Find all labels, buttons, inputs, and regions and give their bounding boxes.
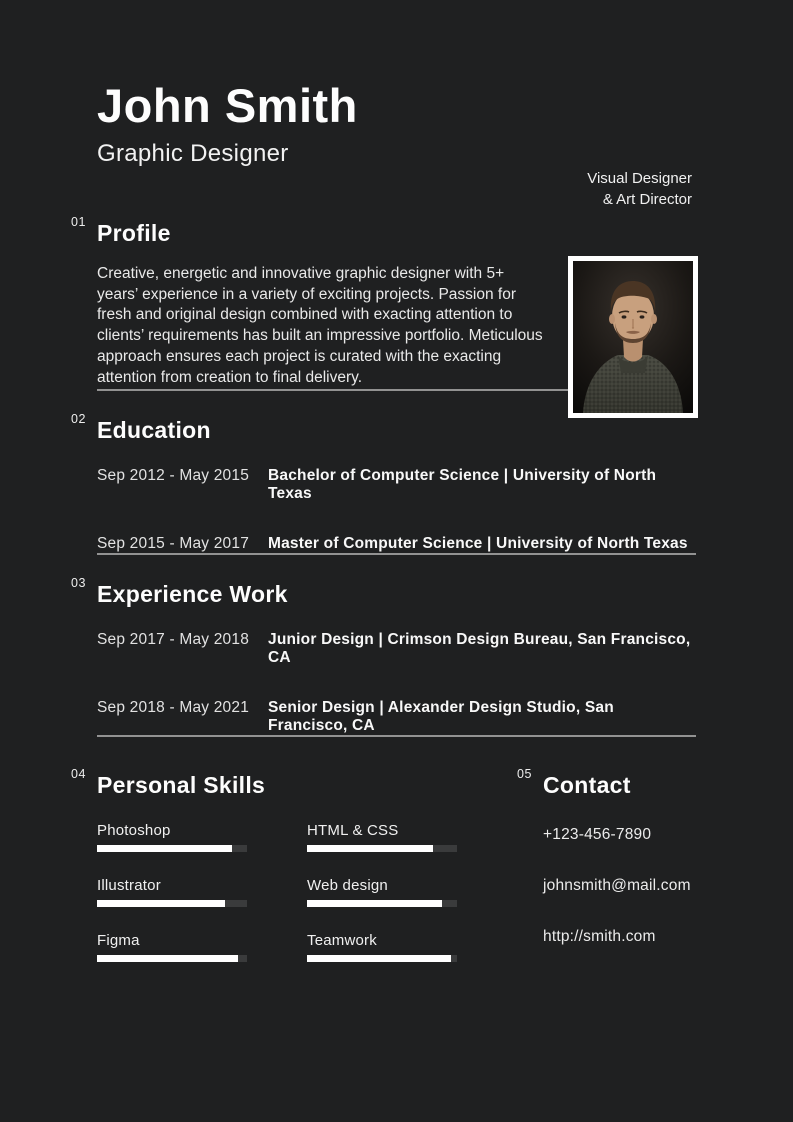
contact-items [543,826,696,946]
skill-bar-fill [97,845,232,852]
contact-section-number: 05 [517,767,532,782]
skill-bar-track [307,900,457,907]
education-section-number: 02 [71,412,86,427]
portrait-photo [568,256,698,418]
experience-dates: Sep 2017 - May 2018 [97,631,250,649]
education-rows [97,467,696,553]
section-experience [71,576,696,735]
experience-detail: Senior Design | Alexander Design Studio, San Francisco, CA [268,699,614,735]
section-contact [517,767,696,987]
experience-row [97,631,696,667]
skill-bar-fill [307,845,433,852]
skill-item [307,822,457,852]
skill-item [307,877,457,907]
experience-section-number: 03 [71,576,86,591]
skill-item [97,877,247,907]
experience-heading-label: Experience Work [97,581,288,608]
contact-item: johnsmith@mail.com [543,877,691,895]
section-skills [71,767,543,987]
skill-bar-fill [97,900,225,907]
skill-item [307,932,457,962]
education-dates: Sep 2015 - May 2017 [97,535,250,553]
skills-column-left [97,822,247,987]
education-detail: Bachelor of Computer Science | University of North Texas [268,467,657,503]
education-row [97,535,696,553]
education-detail: Master of Computer Science | University of North Texas [268,535,688,553]
skill-label: Web design [307,877,388,895]
skill-bar-track [307,845,457,852]
skills-heading [71,767,543,799]
divider [97,735,696,737]
skill-label: Teamwork [307,932,377,950]
skill-bar-track [97,900,247,907]
skills-column-right [307,822,457,987]
resume-header [97,79,696,208]
skills-columns [97,822,457,987]
skill-item [97,932,247,962]
contact-heading [517,767,696,799]
profile-body-text: Creative, energetic and innovative graphic designer with 5+ years’ experience in a variety of exciting projects. Passion for fresh and original design combined with exacting attention to clients’ requirements has built an impressive portfolio. Meticulous approach ensures each project is curated with the exacting attention from creation to final delivery. [97,264,543,387]
person-tagline [587,168,692,210]
skills-heading-label: Personal Skills [97,772,266,799]
skill-label: HTML & CSS [307,822,399,840]
skill-item [97,822,247,852]
education-heading-label: Education [97,417,211,444]
skill-label: Photoshop [97,822,171,840]
skill-bar-fill [97,955,238,962]
skills-section-number: 04 [71,767,86,782]
person-name: John Smith [97,79,358,132]
experience-dates: Sep 2018 - May 2021 [97,699,250,717]
profile-heading [71,214,696,247]
skill-bar-track [97,955,247,962]
bottom-section [71,767,696,987]
skill-bar-track [97,845,247,852]
profile-heading-label: Profile [97,219,171,246]
education-heading [71,412,696,444]
contact-heading-label: Contact [543,772,631,799]
skill-label: Illustrator [97,877,161,895]
skill-bar-fill [307,955,451,962]
contact-item: http://smith.com [543,928,656,946]
portrait-photo-illustration [573,261,693,413]
experience-heading [71,576,696,608]
skill-bar-fill [307,900,442,907]
experience-row [97,699,696,735]
skill-label: Figma [97,932,140,950]
education-row [97,467,696,503]
skill-bar-track [307,955,457,962]
contact-item: +123-456-7890 [543,826,652,844]
tagline-line-1: Visual Designer [587,170,692,187]
profile-section-number: 01 [71,214,86,229]
tagline-line-2: & Art Director [602,191,692,208]
experience-rows [97,631,696,735]
person-job-title: Graphic Designer [97,139,289,167]
divider [97,553,696,555]
experience-detail: Junior Design | Crimson Design Bureau, San Francisco, CA [268,631,691,667]
education-dates: Sep 2012 - May 2015 [97,467,250,485]
section-education [71,412,696,553]
